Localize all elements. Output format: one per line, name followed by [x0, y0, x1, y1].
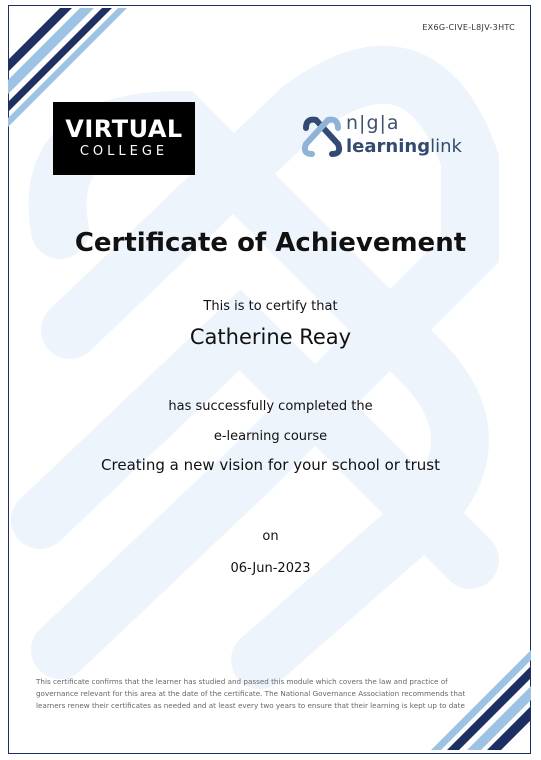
completion-date: 06-Jun-2023	[230, 561, 311, 576]
certificate-title: Certificate of Achievement	[74, 228, 467, 258]
completed-text: has successfully completed the	[168, 399, 373, 414]
course-name: Creating a new vision for your school or trust	[101, 456, 440, 474]
course-type: e-learning course	[213, 429, 328, 444]
recipient-name: Catherine Reay	[189, 325, 352, 349]
nga-learninglink-logo	[300, 112, 470, 166]
nga-logo-bottom-regular: link	[430, 136, 462, 157]
on-text: on	[262, 529, 279, 544]
virtual-college-logo	[53, 102, 195, 175]
certify-text: This is to certify that	[203, 299, 338, 314]
nga-logo-bottom-text	[346, 136, 462, 157]
virtual-college-logo-line2: COLLEGE	[79, 144, 169, 159]
virtual-college-logo-line1: VIRTUAL	[65, 115, 183, 143]
certificate-id: EX6G-CIVE-L8JV-3HTC	[422, 23, 515, 32]
nga-logo-top-text: n|g|a	[346, 112, 400, 134]
certificate-footnote: This certificate confirms that the learner has studied and passed this module which covers the law and practice of governance relevant for this area at the date of the certificate. The National Governance Association recommends that learners renew their certificates as needed and at least every two years to ensure that their learning is kept up to date	[36, 677, 466, 710]
nga-logo-bottom-bold: learning	[346, 136, 431, 157]
nga-knot-icon	[300, 114, 344, 158]
